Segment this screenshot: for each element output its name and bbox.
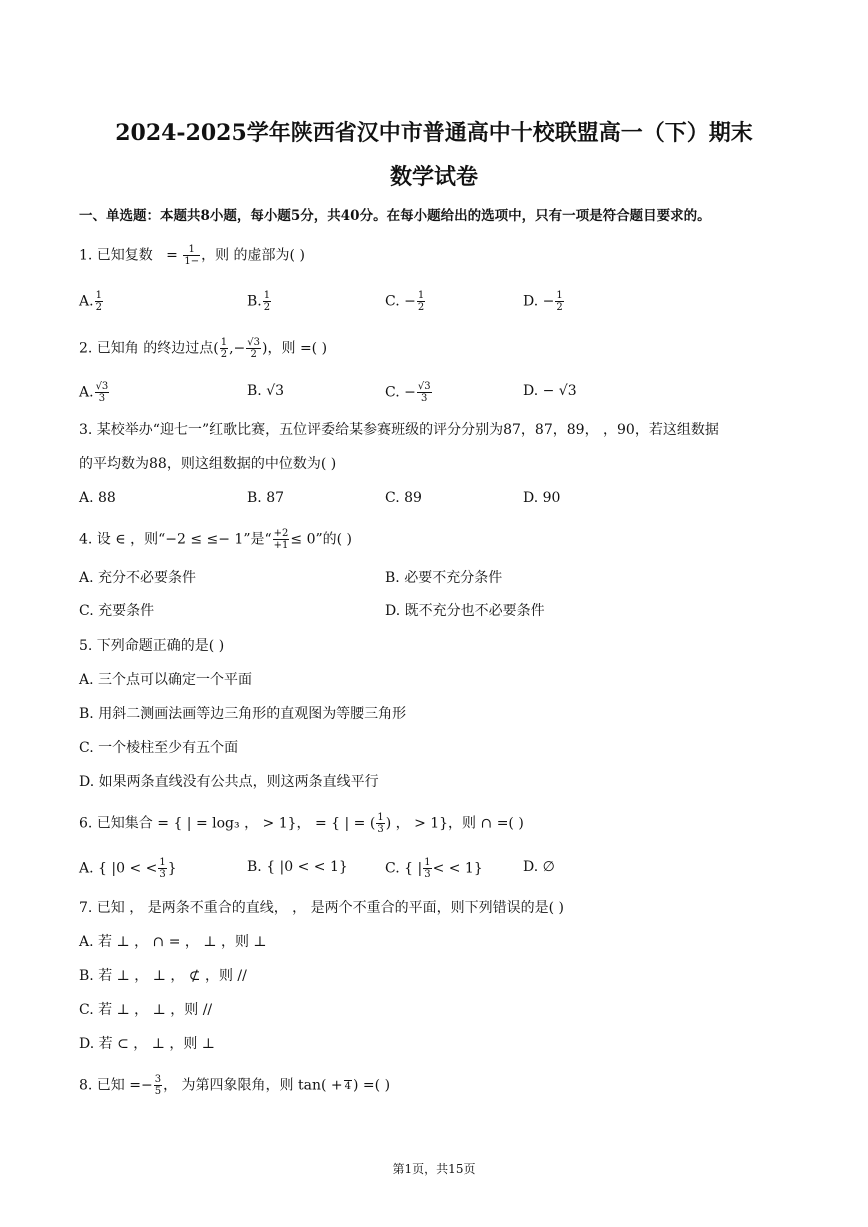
q7-option-b: B. 若 ⊥ ， ⊥ ， ⊄ ，则 // — [79, 968, 247, 984]
q4-option-b: B. 必要不充分条件 — [385, 570, 503, 586]
q1-option-b: B. $\frac{1}{2}$ — [247, 290, 271, 313]
section-header: 一、单选题：本题共8小题，每小题5分，共40分。在每小题给出的选项中，只有一项是符合题目要求的。 — [79, 208, 711, 224]
q2-option-c: C. − $\frac{√3}{3}$ — [385, 381, 431, 404]
q2-option-d: D. − √3 — [523, 383, 577, 399]
q3-option-a: A. 88 — [79, 490, 116, 506]
q7-option-d: D. 若 ⊂ ， ⊥ ，则 ⊥ — [79, 1036, 215, 1052]
q2-option-b: B. √3 — [247, 383, 285, 399]
q1-option-c: C. − $\frac{1}{2}$ — [385, 290, 425, 313]
question-4: 4. 设 ∈ ，则“−2 ≤ ≤− 1”是“ $\frac{+2}{+1}$ ≤ 0”的( ) — [79, 528, 353, 551]
question-3-line-1: 3. 某校举办“迎七一”红歌比赛，五位评委给某参赛班级的评分分别为87，87，89， ，90，若这组数据 — [79, 422, 719, 438]
q1-option-d: D. − $\frac{1}{2}$ — [523, 290, 563, 313]
question-6: 6. 已知集合 = { | = log₃ ， > 1}， = { | = ( $\frac{1}{3}$ ) ， > 1}，则 ∩ =( ) — [79, 812, 524, 835]
q5-option-a: A. 三个点可以确定一个平面 — [79, 672, 253, 688]
q4-option-a: A. 充分不必要条件 — [79, 570, 197, 586]
exam-title-line2: 数学试卷 — [389, 164, 478, 190]
q5-option-d: D. 如果两条直线没有公共点，则这两条直线平行 — [79, 774, 379, 790]
question-5: 5. 下列命题正确的是( ) — [79, 638, 225, 654]
q7-option-c: C. 若 ⊥ ， ⊥ ，则 // — [79, 1002, 213, 1018]
question-2: 2. 已知角 的终边过点( $\frac{1}{2}$ ,− $\frac{√3}{2}$ )，则 =( ) — [79, 337, 328, 360]
q6-option-c: C. { | $\frac{1}{3}$ < < 1} — [385, 857, 483, 880]
q7-option-a: A. 若 ⊥ ， ∩ = ， ⊥ ，则 ⊥ — [79, 934, 267, 950]
q1-option-a: A. $\frac{1}{2}$ — [79, 290, 102, 313]
page-footer: 第1页，共15页 — [392, 1162, 476, 1176]
q2-option-a: A. $\frac{√3}{3}$ — [79, 381, 109, 404]
q5-option-c: C. 一个棱柱至少有五个面 — [79, 740, 239, 756]
question-3-line-2: 的平均数为88，则这组数据的中位数为( ) — [79, 456, 337, 472]
q3-option-c: C. 89 — [385, 490, 422, 506]
q4-option-c: C. 充要条件 — [79, 603, 155, 619]
q5-option-b: B. 用斜二测画法画等边三角形的直观图为等腰三角形 — [79, 706, 407, 722]
q6-option-b: B. { |0 < < 1} — [247, 859, 348, 875]
question-7: 7. 已知 ， 是两条不重合的直线， ， 是两个不重合的平面，则下列错误的是( ) — [79, 900, 564, 916]
question-1: 1. 已知复数 = $\frac{1}{1-}$ ，则 的虚部为( ) — [79, 244, 305, 267]
question-8: 8. 已知 =− $\frac{3}{5}$ ， 为第四象限角，则 tan( + 4 ) =( ) — [79, 1074, 391, 1097]
q3-option-b: B. 87 — [247, 490, 285, 506]
exam-title-line1: 2024-2025学年陕西省汉中市普通高中十校联盟高一（下）期末 — [115, 120, 753, 146]
q6-option-d: D. ∅ — [523, 859, 555, 875]
q4-option-d: D. 既不充分也不必要条件 — [385, 603, 545, 619]
q3-option-d: D. 90 — [523, 490, 561, 506]
q6-option-a: A. { |0 < < $\frac{1}{3}$ } — [79, 857, 177, 880]
